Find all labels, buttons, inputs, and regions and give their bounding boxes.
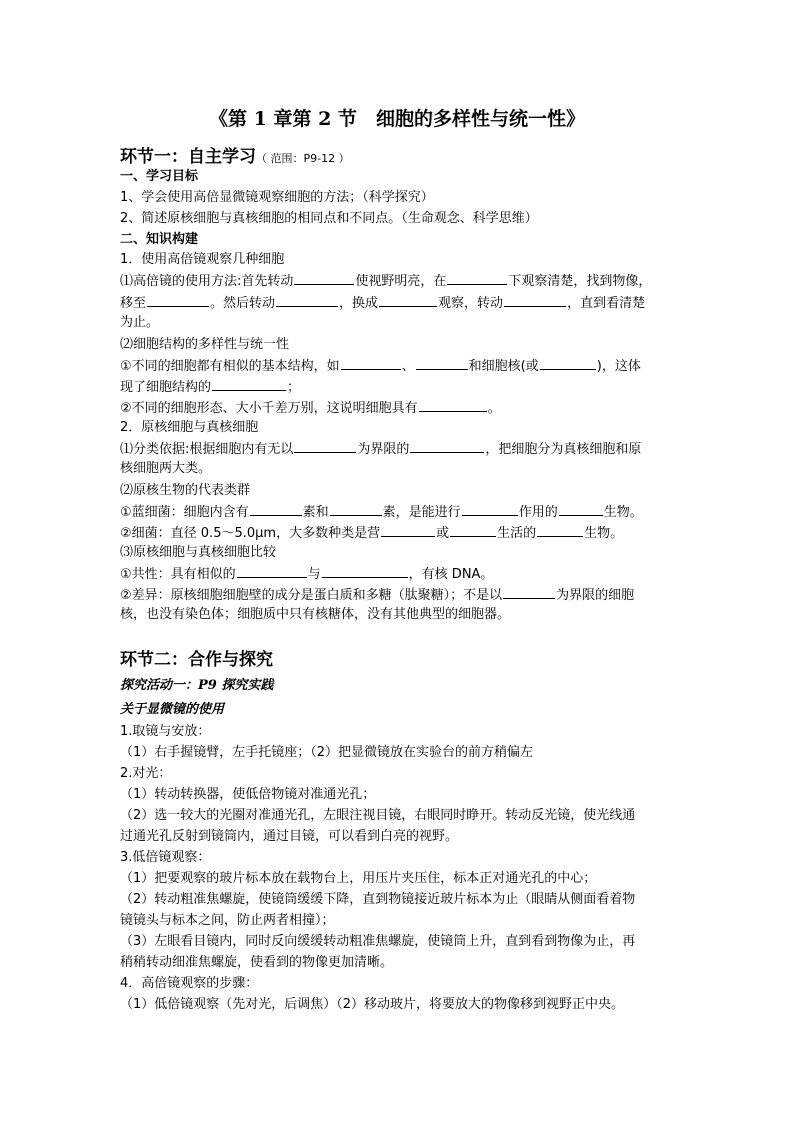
text-segment: ①共性：具有相似的 <box>120 567 236 582</box>
text-segment: )，这体 <box>596 359 641 374</box>
answer-blank[interactable] <box>379 292 437 307</box>
text-segment: ，直到看清楚 <box>567 296 646 311</box>
answer-blank[interactable] <box>450 522 496 537</box>
answer-blank[interactable] <box>330 501 382 516</box>
answer-blank[interactable] <box>410 438 484 453</box>
section2-heading: 环节二：合作与探究 <box>120 650 273 670</box>
fill-line <box>120 397 501 419</box>
fill-line <box>120 355 641 377</box>
activity-subheading: 关于显微镜的使用 <box>120 702 225 717</box>
step-text: （2）选一较大的光圈对准通光孔，左眼注视目镜，右眼同时睁开。转动反光镜，使光线通 <box>120 808 636 823</box>
step-heading: 3.低倍镜观察： <box>120 850 211 865</box>
answer-blank[interactable] <box>294 270 354 285</box>
text-segment: ⑴分类依据:根据细胞内有无以 <box>120 442 294 457</box>
step-text: （1）低倍镜观察（先对光，后调焦）（2）移动玻片，将要放大的物像移到视野正中央。 <box>120 997 625 1012</box>
answer-blank[interactable] <box>147 292 209 307</box>
knowledge-heading: 二、知识构建 <box>120 232 199 247</box>
activity-title: 探究活动一：P9 探究实践 <box>120 678 274 693</box>
step-text: （1）把要观察的玻片标本放在载物台上，用压片夹压住，标本正对通光孔的中心； <box>120 871 597 886</box>
text-segment: ②不同的细胞形态、大小千差万别，这说明细胞具有 <box>120 401 418 416</box>
text-line: 核细胞两大类。 <box>120 461 212 476</box>
text-segment: 现了细胞结构的 <box>120 380 212 395</box>
answer-blank[interactable] <box>341 355 401 370</box>
step-text: 稍稍转动细准焦螺旋，使看到的物像更加清晰。 <box>120 955 394 970</box>
text-segment: ，把细胞分为真核细胞和原 <box>485 442 642 457</box>
text-line: ⑵细胞结构的多样性与统一性 <box>120 337 290 352</box>
text-segment: 与 <box>307 567 321 582</box>
answer-blank[interactable] <box>276 292 338 307</box>
text-segment: 、 <box>401 359 415 374</box>
step-text: （2）转动粗准焦螺旋，使镜筒缓缓下降，直到物镜接近玻片标本为止（眼睛从侧面看着物 <box>120 892 636 907</box>
text-segment: ，换成 <box>339 296 379 311</box>
text-segment: ①不同的细胞都有相似的基本结构，如 <box>120 359 340 374</box>
text-segment: 和细胞核(或 <box>468 359 539 374</box>
section1-range: （ 范围：P9-12 ） <box>256 152 350 165</box>
text-segment: 生活的 <box>497 526 537 541</box>
answer-blank[interactable] <box>381 522 435 537</box>
goal-1: 1、学会使用高倍显微镜观察细胞的方法；（科学探究） <box>120 190 434 205</box>
answer-blank[interactable] <box>419 397 487 412</box>
text-segment: 使视野明亮，在 <box>355 274 447 289</box>
step-text: （1）转动转换器，使低倍物镜对准通光孔； <box>120 787 376 802</box>
text-segment: ，有核 DNA。 <box>408 567 494 582</box>
text-segment: 素，是能进行 <box>382 505 461 520</box>
knowledge-2-title: 2．原核细胞与真核细胞 <box>120 420 259 435</box>
text-segment: ②细菌：直径 0.5～5.0μm，大多数种类是营 <box>120 526 381 541</box>
section1-heading-text: 环节一：自主学习 <box>120 147 256 167</box>
text-segment: 作用的 <box>518 505 558 520</box>
fill-line <box>120 501 643 523</box>
fill-line <box>120 522 623 544</box>
text-segment: 生物。 <box>603 505 643 520</box>
fill-line <box>120 292 645 314</box>
text-segment: 下观察清楚，找到物像， <box>508 274 652 289</box>
step-text: 镜镜头与标本之间，防止两者相撞）； <box>120 913 335 928</box>
text-segment: 观察，转动 <box>438 296 504 311</box>
step-heading: 1.取镜与安放： <box>120 724 211 739</box>
answer-blank[interactable] <box>559 501 603 516</box>
fill-line <box>120 376 300 398</box>
step-text: （1）右手握镜臂，左手托镜座；（2）把显微镜放在实验台的前方稍偏左 <box>120 745 534 760</box>
answer-blank[interactable] <box>237 563 307 578</box>
text-segment: 为界限的 <box>357 442 410 457</box>
answer-blank[interactable] <box>504 292 566 307</box>
text-line: ⑵原核生物的代表类群 <box>120 483 251 498</box>
answer-blank[interactable] <box>322 563 408 578</box>
answer-blank[interactable] <box>212 376 286 391</box>
fill-line <box>120 270 651 292</box>
answer-blank[interactable] <box>416 355 468 370</box>
step-text: 过通光孔反射到镜筒内，通过目镜，可以看到白亮的视野。 <box>120 829 459 844</box>
answer-blank[interactable] <box>294 438 356 453</box>
text-line: 为止。 <box>120 315 160 330</box>
answer-blank[interactable] <box>540 355 596 370</box>
text-segment: 为界限的细胞 <box>556 588 635 603</box>
text-segment: 移至 <box>120 296 147 311</box>
text-segment: ⑴高倍镜的使用方法:首先转动 <box>120 274 294 289</box>
answer-blank[interactable] <box>462 501 518 516</box>
fill-line <box>120 438 641 460</box>
text-segment: 。然后转动 <box>210 296 276 311</box>
goal-2: 2、简述原核细胞与真核细胞的相同点和不同点。（生命观念、科学思维） <box>120 211 538 226</box>
text-segment: 。 <box>487 401 501 416</box>
fill-line <box>120 584 634 606</box>
text-segment: ②差异：原核细胞细胞壁的成分是蛋白质和多糖（肽聚糖）；不是以 <box>120 588 503 603</box>
step-heading: 2.对光： <box>120 766 172 781</box>
fill-line <box>120 563 493 585</box>
goals-heading: 一、学习目标 <box>120 169 199 184</box>
answer-blank[interactable] <box>537 522 583 537</box>
text-segment: 生物。 <box>584 526 624 541</box>
text-segment: 或 <box>436 526 450 541</box>
text-segment: ①蓝细菌：细胞内含有 <box>120 505 249 520</box>
answer-blank[interactable] <box>250 501 302 516</box>
page-title: 《第 1 章第 2 节 细胞的多样性与统一性》 <box>209 108 585 130</box>
knowledge-1-title: 1．使用高倍镜观察几种细胞 <box>120 252 285 267</box>
knowledge-3-title: ⑶原核细胞与真核细胞比较 <box>120 545 277 560</box>
text-segment: ； <box>287 380 301 395</box>
text-segment: 素和 <box>302 505 329 520</box>
answer-blank[interactable] <box>447 270 507 285</box>
text-line: 核，也没有染色体；细胞质中只有核糖体，没有其他典型的细胞器。 <box>120 607 511 622</box>
step-text: （3）左眼看目镜内，同时反向缓缓转动粗准焦螺旋，使镜筒上升，直到看到物像为止，再 <box>120 934 636 949</box>
step-heading: 4．高倍镜观察的步骤： <box>120 976 259 991</box>
answer-blank[interactable] <box>503 584 555 599</box>
